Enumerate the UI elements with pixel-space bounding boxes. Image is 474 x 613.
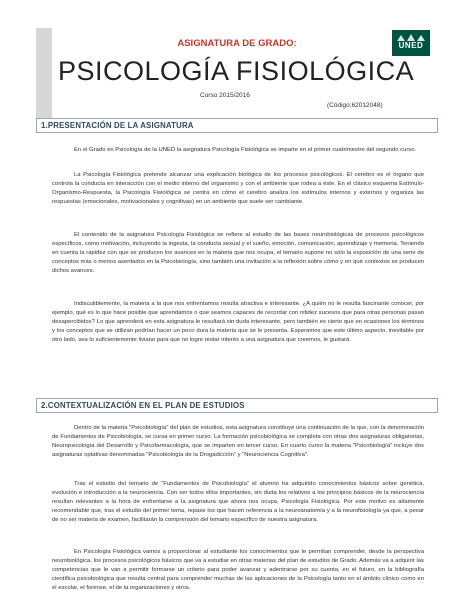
paragraph: En el Grado en Psicología de la UNED la asignatura Psicología Fisiológica se imparte en el primer cuatrimestre del segundo curso. <box>74 147 417 153</box>
section-heading-context <box>36 398 438 413</box>
section-heading-text: 2.CONTEXTUALIZACIÓN EN EL PLAN DE ESTUDIOS <box>41 401 245 410</box>
section-heading-text: 1.PRESENTACIÓN DE LA ASIGNATURA <box>41 121 194 130</box>
paragraph: Dentro de la materia "Psicobiología" del plan de estudios, esta asignatura constituye una continuación de la que, con la denominación de Fundamentos de Psicobiología, se cursa en primer curso. La formación psicobiológica se completa con otras dos asignaturas obligatorias, Neuropsicología del Desarrollo y Psicofarmacología, que se imparten en tercer curso. En cuarto curso la materia "Psicobiología" incluye dos asignaturas optativas denominadas "Psicobiología de la Drogadicción" y "Neurociencia Cognitiva". <box>52 425 424 458</box>
paragraph: En Psicología Fisiológica vamos a proporcionar al estudiante los conocimientos que le permitan comprender, desde la perspectiva neurobiológica, los procesos psicológicos básicos que va a estudiar en otras materias del plan de estudios de Grado. Además va a adquirir las competencias que le van a permitir formarse un criterio para poder avanzar y adentrarse por su cuenta, en el futuro, en la bibliografía científica psicobiológica que resulta central para comprender muchas de las aplicaciones de la Psicología tanto en el ámbito clínico como en el escolar, el forense, el de la organizaciones y otros. <box>52 549 424 591</box>
subject-label: ASIGNATURA DE GRADO: <box>177 38 297 49</box>
paragraph: El contenido de la asignatura Psicología Fisiológica se refiere al estudio de las bases neurobiológicas de procesos psicológicos específicos, como motivación, incluyendo la ingesta, la conducta sexual y el sueño, emoción, comunicación, aprendizaje y memoria. Teniendo en cuenta la rapidez con que se producen los avances en la materia que nos ocupa, el temario supone no sólo la exposición de una serie de conceptos más o menos asentados en la Psicobiología, sino también una invitación a la reflexión sobre cómo y en qué contextos se producen dichos avances. <box>52 232 424 274</box>
logo-text: UNED <box>398 41 424 50</box>
paragraph: Indiscutiblemente, la materia a la que nos enfrentamos resulta atractiva e interesante. ¿A quién no le resulta fascinante conocer, por ejemplo, qué es lo que hace posible que aprendamos o que seamos capaces de recordar con nitidez sucesos que para otras personas pasan desapercibidos? Lo que aprenderá en esta asignatura le resultará sin duda interesante, pero también es cierto que en ocasiones los términos y los conceptos que se utilizan podrían hacer un poco dura la materia que se le presenta. Esperamos que este último aspecto, inevitable por otro lado, sea lo suficientemente liviano para que no logre restar interés a una asignatura que creemos, le gustará. <box>52 301 424 343</box>
section-heading-presentation <box>36 118 438 133</box>
subject-code: (Código:62012048) <box>327 102 383 109</box>
paragraph: La Psicología Fisiológica pretende alcanzar una explicación biológica de los procesos psicológicos. El cerebro es el órgano que controla la conducta en interacción con el medio interno del organismo y con el ambiente que rodea a éste. En el clásico esquema Estímulo-Organismo-Respuesta, la Psicología Fisiológica se centra en cómo el cerebro analiza los estímulos internos y externos y organiza las respuestas (emocionales, motivacionales y cognitivas) en un ambiente que suele ser cambiante. <box>52 172 424 205</box>
course-year: Curso 2015/2016 <box>200 92 250 99</box>
page-title: PSICOLOGÍA FISIOLÓGICA <box>58 56 415 86</box>
paragraph: Tras el estudio del temario de "Fundamentos de Psicobiología" el alumno ha adquirido conocimientos básicos sobre genética, evolución e introducción a la neurociencia. Con ser todos ellos importantes, sin duda los relativos a los principios básicos de la neurociencia resultan relevantes a la hora de enfrentarse a la asignatura que ahora nos ocupa, Psicología Fisiológica. Por este motivo es altamente recomendable que, tras el estudio del primer tema, repase los que hacen referencia a la neuroanatomía y a la neurofisiología ya que, a pesar de no ser materia de examen, facilitarán la comprensión del temario específico de nuestra asignatura. <box>52 481 424 523</box>
